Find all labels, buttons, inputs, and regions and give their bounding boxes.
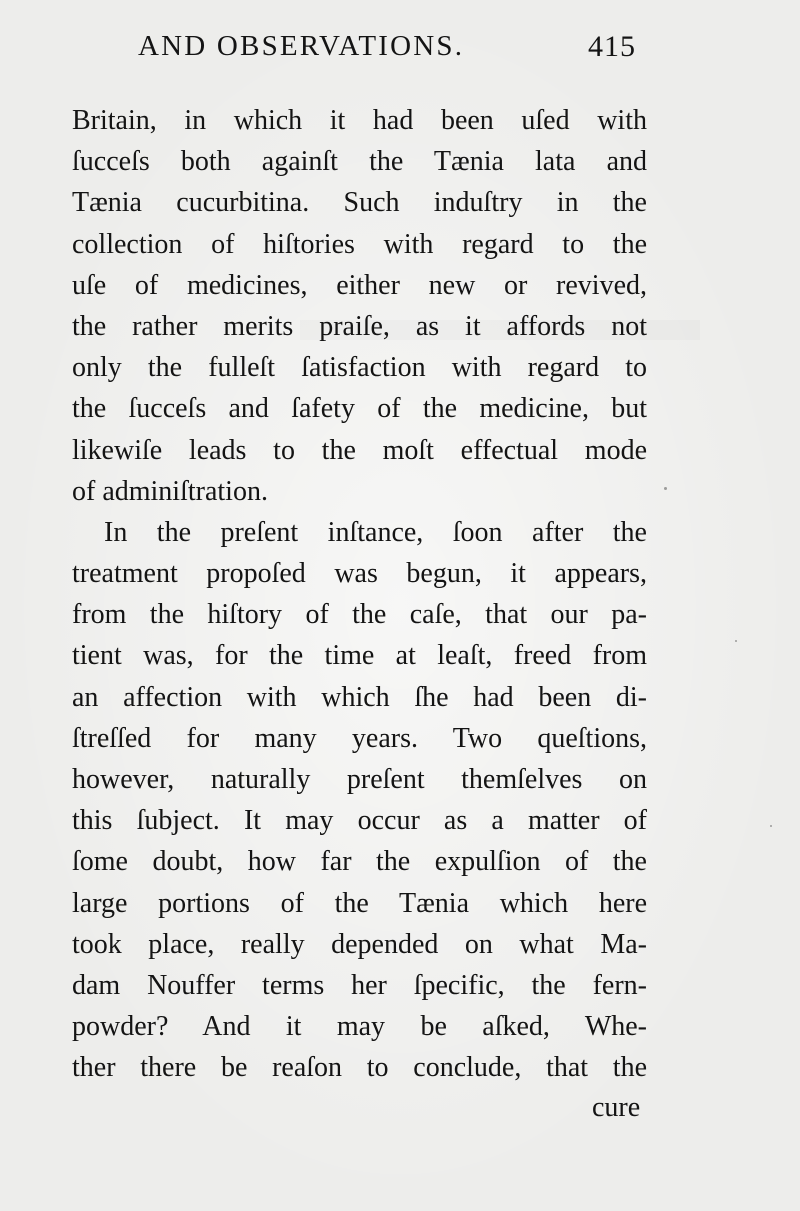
text-line: only the fulleſt ſatisfaction with regard to — [72, 352, 647, 384]
text-line: ſome doubt, how far the expulſion of the — [72, 846, 647, 878]
paragraph-end-line: of adminiſtration. — [72, 475, 268, 507]
text-line: large portions of the Tænia which here — [72, 887, 647, 919]
paragraph-first-line: In the preſent inſtance, ſoon after the — [104, 516, 647, 548]
text-line: the rather merits praiſe, as it affords not — [72, 310, 647, 342]
text-line: ther there be reaſon to conclude, that the — [72, 1052, 647, 1084]
text-line: powder? And it may be aſked, Whe- — [72, 1011, 647, 1043]
text-line: took place, really depended on what Ma- — [72, 928, 647, 960]
text-line: likewiſe leads to the moſt effectual mode — [72, 434, 647, 466]
ink-speck — [735, 640, 737, 642]
text-line: ſucceſs both againſt the Tænia lata and — [72, 146, 647, 178]
text-line: uſe of medicines, either new or revived, — [72, 269, 647, 301]
text-line: treatment propoſed was begun, it appears, — [72, 558, 647, 590]
text-line: collection of hiſtories with regard to the — [72, 228, 647, 260]
text-line: an affection with which ſhe had been di- — [72, 681, 647, 713]
body-text — [72, 100, 647, 1089]
text-line: Britain, in which it had been uſed with — [72, 105, 647, 136]
text-line: however, naturally preſent themſelves on — [72, 764, 647, 795]
page-number: 415 — [588, 30, 636, 63]
text-line: the ſucceſs and ſafety of the medicine, but — [72, 393, 647, 425]
running-head — [138, 30, 658, 78]
text-line: this ſubject. It may occur as a matter of — [72, 805, 647, 837]
text-line: dam Nouffer terms her ſpecific, the fern- — [72, 969, 647, 1001]
text-line: Tænia cucurbitina. Such induſtry in the — [72, 187, 647, 219]
ink-speck — [664, 487, 667, 490]
catchword: cure — [592, 1092, 641, 1123]
text-line: from the hiſtory of the caſe, that our pa- — [72, 599, 647, 631]
text-line: ſtreſſed for many years. Two queſtions, — [72, 722, 647, 754]
running-head-title: AND OBSERVATIONS. — [138, 30, 465, 62]
ink-speck — [770, 825, 772, 827]
text-line: tient was, for the time at leaſt, freed from — [72, 640, 647, 672]
